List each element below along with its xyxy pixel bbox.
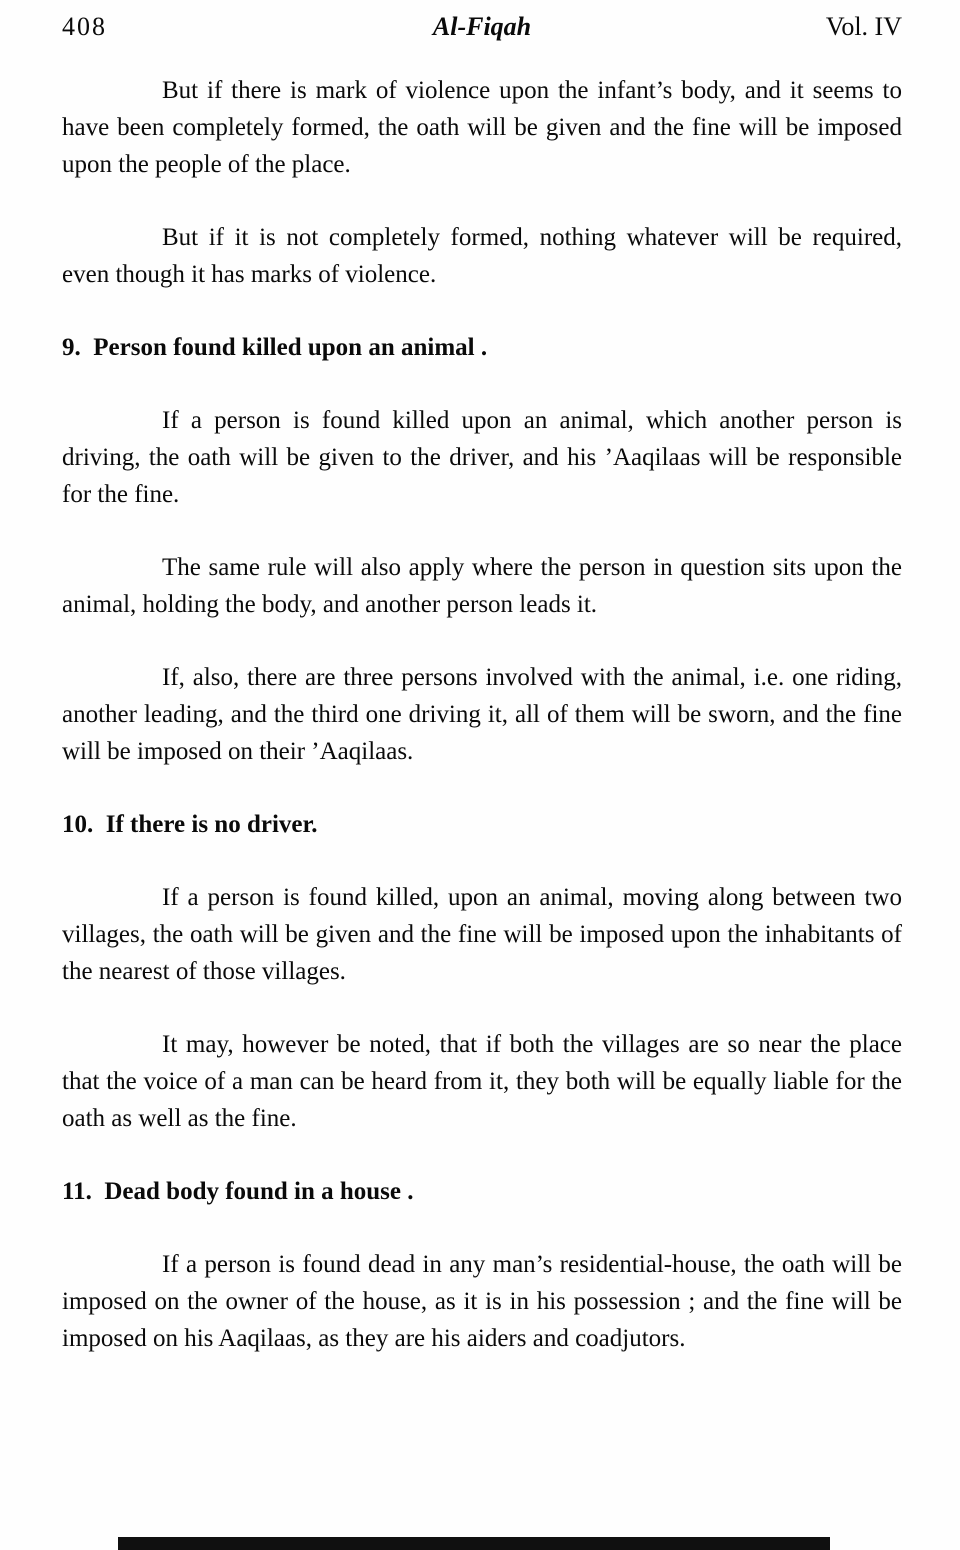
paragraph: The same rule will also apply where the person in question sits upon the animal, holding the body, and another person leads it.	[62, 554, 902, 618]
paragraph: If a person is found killed, upon an animal, moving along between two villages, the oath will be given and the fine will be imposed upon the inhabitants of the nearest of those villages.	[62, 884, 902, 985]
paragraph: But if there is mark of violence upon the infant’s body, and it seems to have been completely formed, the oath will be given and the fine will be imposed upon the people of the place.	[62, 77, 902, 178]
paragraph: If, also, there are three persons involved with the animal, i.e. one riding, another leading, and the third one driving it, all of them will be sworn, and the fine will be imposed on their ’Aaqilaas.	[62, 664, 902, 765]
paragraph: If a person is found killed upon an animal, which another person is driving, the oath will be given to the driver, and his ’Aaqilaas will be responsible for the fine.	[62, 407, 902, 508]
paragraph: It may, however be noted, that if both the villages are so near the place that the voice of a man can be heard from it, they both will be equally liable for the oath as well as the fine.	[62, 1031, 902, 1132]
volume-label: Vol. IV	[825, 12, 902, 41]
book-title: Al-Fiqah	[432, 12, 532, 41]
section-heading-11: 11. Dead body found in a house .	[62, 1178, 414, 1205]
section-heading-9: 9. Person found killed upon an animal .	[62, 334, 488, 361]
page-number: 408	[62, 12, 107, 41]
paragraph: But if it is not completely formed, nothing whatever will be required, even though it has marks of violence.	[62, 224, 902, 288]
paragraph: If a person is found dead in any man’s residential-house, the oath will be imposed on the owner of the house, as it is in his possession ; and the fine will be imposed on his Aaqilaas, as they are his aiders and coadjutors.	[62, 1251, 902, 1352]
section-heading-10: 10. If there is no driver.	[62, 811, 318, 838]
scan-artifact-bar	[118, 1537, 830, 1550]
page-header	[62, 12, 902, 42]
